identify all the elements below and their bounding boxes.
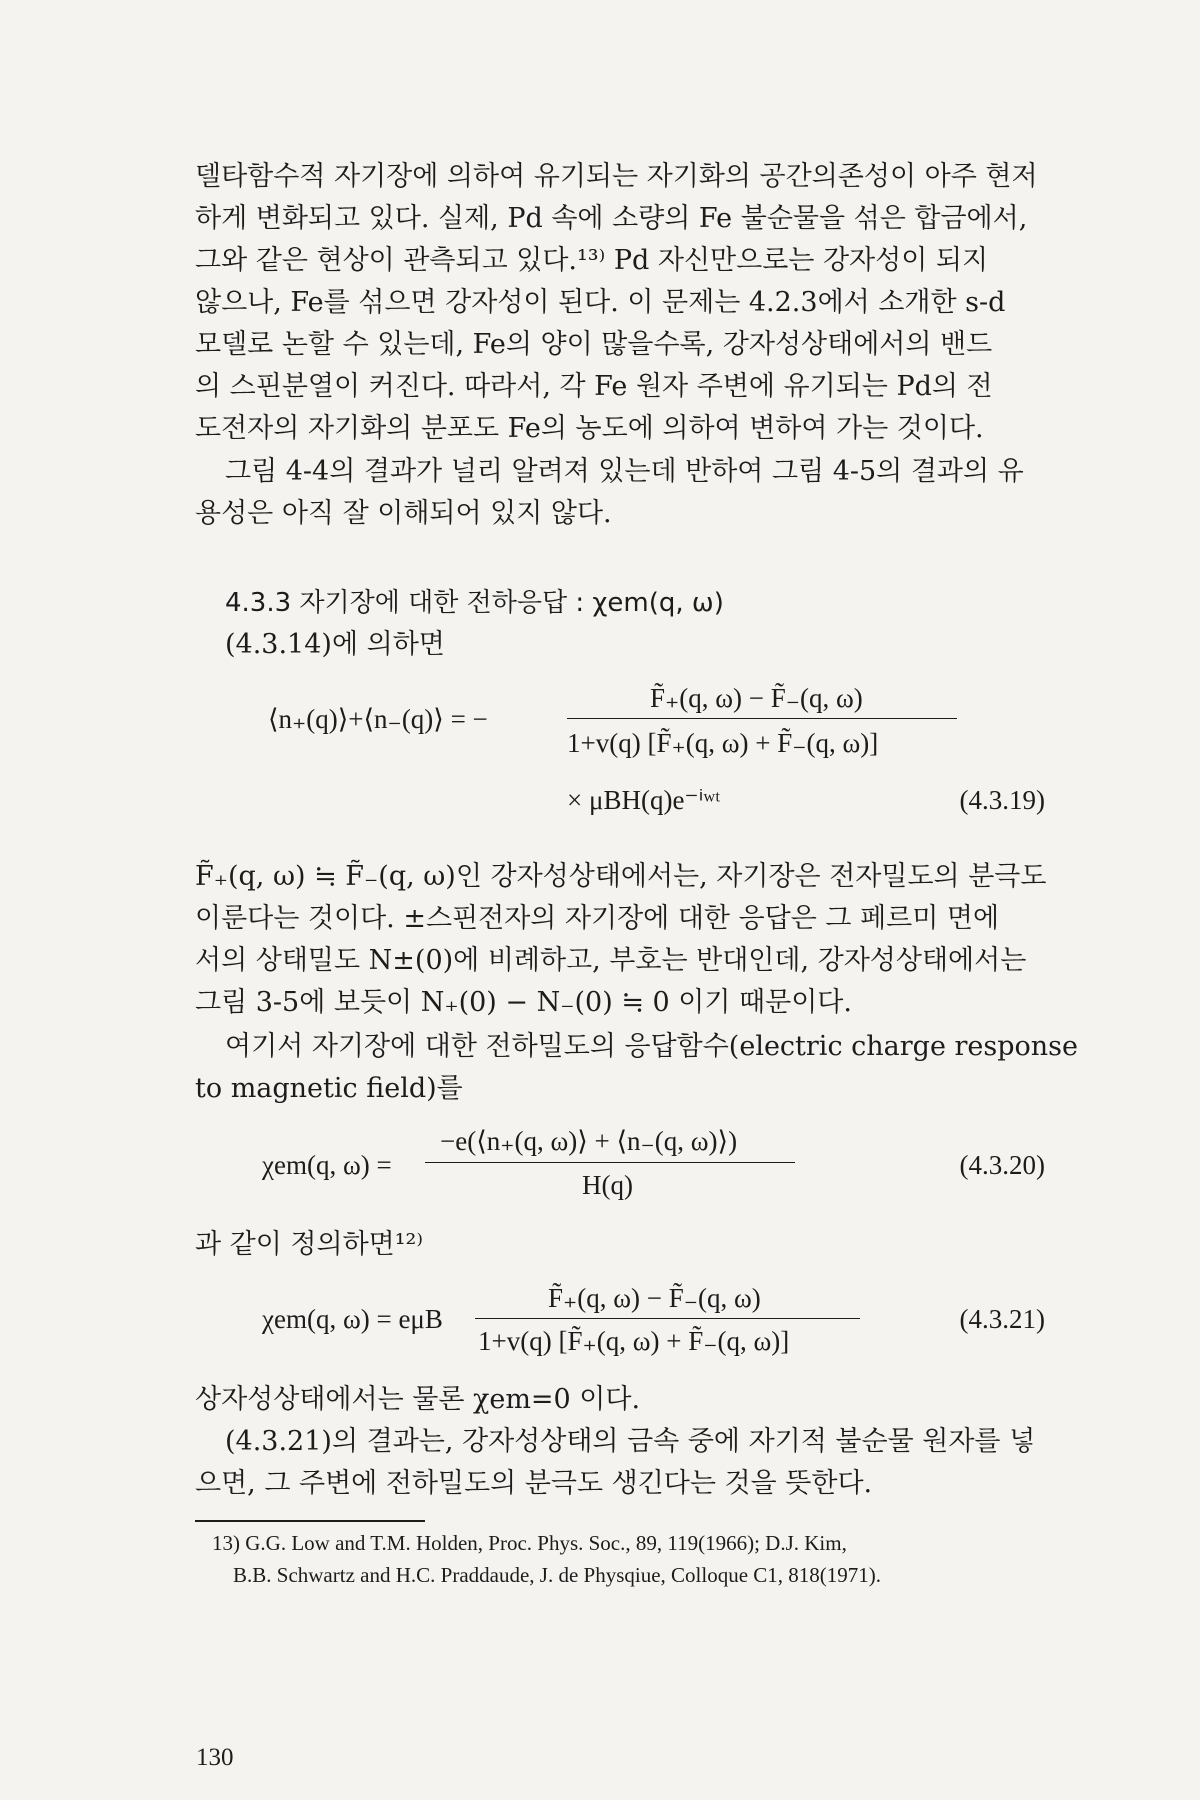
equation-number: (4.3.20) bbox=[959, 1150, 1045, 1180]
text-line: 이룬다는 것이다. ±스핀전자의 자기장에 대한 응답은 그 페르미 면에 bbox=[195, 903, 1000, 934]
fraction-bar bbox=[567, 718, 957, 719]
text-line: 그림 3-5에 보듯이 N₊(0) − N₋(0) ≒ 0 이기 때문이다. bbox=[195, 987, 852, 1018]
eq19-lhs: ⟨n₊(q)⟩+⟨n₋(q)⟩ = − bbox=[268, 704, 488, 734]
text-line: 으면, 그 주변에 전하밀도의 분극도 생긴다는 것을 뜻한다. bbox=[195, 1468, 873, 1499]
text-line: 의 스핀분열이 커진다. 따라서, 각 Fe 원자 주변에 유기되는 Pd의 전 bbox=[195, 371, 993, 402]
text-line: F̃₊(q, ω) ≒ F̃₋(q, ω)인 강자성상태에서는, 자기장은 전자밀도의 분극도 bbox=[195, 861, 1047, 892]
eq21-numerator: F̃₊(q, ω) − F̃₋(q, ω) bbox=[548, 1283, 761, 1313]
text-line: 하게 변화되고 있다. 실제, Pd 속에 소량의 Fe 불순물을 섞은 합금에서, bbox=[195, 203, 1028, 234]
text-line: 델타함수적 자기장에 의하여 유기되는 자기화의 공간의존성이 아주 현저 bbox=[195, 161, 1038, 192]
text-line: 그림 4-4의 결과가 널리 알려져 있는데 반하여 그림 4-5의 결과의 유 bbox=[225, 456, 1024, 487]
eq20-numerator: −e(⟨n₊(q, ω)⟩ + ⟨n₋(q, ω)⟩) bbox=[440, 1126, 738, 1156]
text-line: 상자성상태에서는 물론 χem=0 이다. bbox=[195, 1384, 641, 1415]
eq19-numerator: F̃₊(q, ω) − F̃₋(q, ω) bbox=[650, 683, 863, 713]
text-line: 용성은 아직 잘 이해되어 있지 않다. bbox=[195, 498, 612, 529]
eq20-denominator: H(q) bbox=[582, 1170, 633, 1200]
page-number: 130 bbox=[196, 1744, 234, 1771]
eq21-lhs: χem(q, ω) = eμB bbox=[262, 1304, 443, 1334]
intro-line: (4.3.14)에 의하면 bbox=[225, 629, 445, 660]
text-line: 도전자의 자기화의 분포도 Fe의 농도에 의하여 변하여 가는 것이다. bbox=[195, 413, 984, 444]
text-line: 모델로 논할 수 있는데, Fe의 양이 많을수록, 강자성상태에서의 밴드 bbox=[195, 329, 993, 360]
text-line: 않으나, Fe를 섞으면 강자성이 된다. 이 문제는 4.2.3에서 소개한 s-d bbox=[195, 287, 1006, 318]
eq19-factor: × μBH(q)e⁻ⁱʷᵗ bbox=[567, 785, 721, 815]
text-line: 여기서 자기장에 대한 전하밀도의 응답함수(electric charge response bbox=[225, 1031, 1079, 1062]
text-line: 서의 상태밀도 N±(0)에 비례하고, 부호는 반대인데, 강자성상태에서는 bbox=[195, 945, 1027, 976]
eq21-denominator: 1+v(q) [F̃₊(q, ω) + F̃₋(q, ω)] bbox=[478, 1326, 790, 1356]
text-line: 과 같이 정의하면¹²⁾ bbox=[195, 1229, 424, 1260]
equation-number: (4.3.21) bbox=[959, 1304, 1045, 1334]
eq20-lhs: χem(q, ω) = bbox=[262, 1150, 392, 1180]
text-line: to magnetic field)를 bbox=[195, 1073, 463, 1104]
footnote-line: 13) G.G. Low and T.M. Holden, Proc. Phys. Soc., 89, 119(1966); D.J. Kim, bbox=[212, 1531, 847, 1555]
section-heading: 4.3.3 자기장에 대한 전하응답 : χem(q, ω) bbox=[225, 588, 724, 618]
footnote-rule bbox=[195, 1520, 425, 1522]
footnote-line: B.B. Schwartz and H.C. Praddaude, J. de Physqiue, Colloque C1, 818(1971). bbox=[233, 1563, 882, 1587]
fraction-bar bbox=[475, 1318, 860, 1319]
equation-number: (4.3.19) bbox=[959, 785, 1045, 815]
fraction-bar bbox=[425, 1162, 795, 1163]
text-line: 그와 같은 현상이 관측되고 있다.¹³⁾ Pd 자신만으로는 강자성이 되지 bbox=[195, 245, 989, 276]
text-line: (4.3.21)의 결과는, 강자성상태의 금속 중에 자기적 불순물 원자를 넣 bbox=[225, 1426, 1036, 1457]
eq19-denominator: 1+v(q) [F̃₊(q, ω) + F̃₋(q, ω)] bbox=[567, 728, 879, 758]
